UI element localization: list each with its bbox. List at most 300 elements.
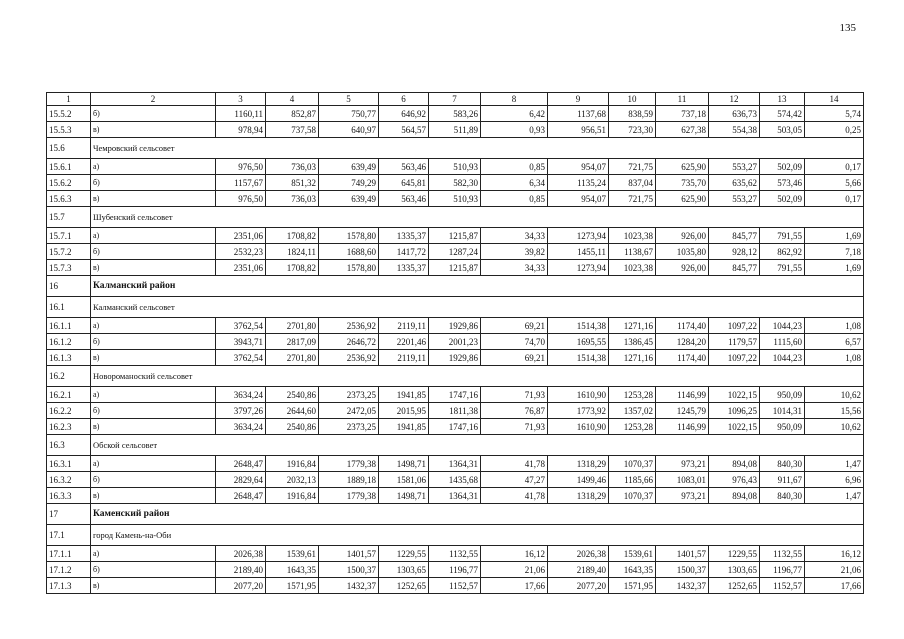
value-cell: 1779,38 bbox=[319, 456, 379, 472]
value-cell: 721,75 bbox=[609, 159, 656, 175]
value-cell: 1708,82 bbox=[266, 228, 319, 244]
value-cell: 1364,31 bbox=[429, 456, 481, 472]
value-cell: 1179,57 bbox=[709, 334, 760, 350]
row-label: а) bbox=[91, 456, 216, 472]
value-cell: 0,17 bbox=[805, 159, 864, 175]
value-cell: 1417,72 bbox=[379, 244, 429, 260]
value-cell: 625,90 bbox=[656, 191, 709, 207]
value-cell: 1,47 bbox=[805, 456, 864, 472]
value-cell: 1498,71 bbox=[379, 488, 429, 504]
value-cell: 563,46 bbox=[379, 159, 429, 175]
value-cell: 2373,25 bbox=[319, 387, 379, 403]
value-cell: 1811,38 bbox=[429, 403, 481, 419]
value-cell: 573,46 bbox=[760, 175, 805, 191]
value-cell: 511,89 bbox=[429, 122, 481, 138]
row-label: а) bbox=[91, 387, 216, 403]
value-cell: 978,94 bbox=[216, 122, 266, 138]
table-row bbox=[47, 562, 864, 578]
value-cell: 845,77 bbox=[709, 260, 760, 276]
table-row bbox=[47, 175, 864, 191]
value-cell: 1435,68 bbox=[429, 472, 481, 488]
value-cell: 636,73 bbox=[709, 106, 760, 122]
row-code: 16 bbox=[47, 276, 91, 297]
value-cell: 1303,65 bbox=[709, 562, 760, 578]
section-row bbox=[47, 504, 864, 525]
section-row bbox=[47, 435, 864, 456]
row-code: 17.1.1 bbox=[47, 546, 91, 562]
table-row bbox=[47, 456, 864, 472]
value-cell: 1581,06 bbox=[379, 472, 429, 488]
table-row bbox=[47, 334, 864, 350]
row-code: 16.1.1 bbox=[47, 318, 91, 334]
row-label: в) bbox=[91, 260, 216, 276]
value-cell: 1643,35 bbox=[266, 562, 319, 578]
row-code: 15.7.1 bbox=[47, 228, 91, 244]
value-cell: 2032,13 bbox=[266, 472, 319, 488]
value-cell: 1273,94 bbox=[548, 228, 609, 244]
value-cell: 1023,38 bbox=[609, 260, 656, 276]
value-cell: 74,70 bbox=[481, 334, 548, 350]
row-label: а) bbox=[91, 228, 216, 244]
value-cell: 1,69 bbox=[805, 260, 864, 276]
column-header: 3 bbox=[216, 93, 266, 106]
table-row bbox=[47, 318, 864, 334]
table-row bbox=[47, 387, 864, 403]
value-cell: 1023,38 bbox=[609, 228, 656, 244]
row-label: в) bbox=[91, 488, 216, 504]
value-cell: 639,49 bbox=[319, 159, 379, 175]
value-cell: 1357,02 bbox=[609, 403, 656, 419]
value-cell: 1138,67 bbox=[609, 244, 656, 260]
value-cell: 2119,11 bbox=[379, 350, 429, 366]
value-cell: 41,78 bbox=[481, 488, 548, 504]
value-cell: 1044,23 bbox=[760, 318, 805, 334]
table-row bbox=[47, 106, 864, 122]
value-cell: 0,17 bbox=[805, 191, 864, 207]
value-cell: 21,06 bbox=[481, 562, 548, 578]
table-body bbox=[47, 93, 864, 594]
value-cell: 911,67 bbox=[760, 472, 805, 488]
value-cell: 21,06 bbox=[805, 562, 864, 578]
value-cell: 1271,16 bbox=[609, 350, 656, 366]
value-cell: 2189,40 bbox=[548, 562, 609, 578]
settlement-title: Новороманоский сельсовет bbox=[91, 366, 864, 387]
value-cell: 1,47 bbox=[805, 488, 864, 504]
value-cell: 17,66 bbox=[481, 578, 548, 594]
section-row bbox=[47, 525, 864, 546]
settlement-title: город Камень-на-Оби bbox=[91, 525, 864, 546]
value-cell: 2829,64 bbox=[216, 472, 266, 488]
value-cell: 1708,82 bbox=[266, 260, 319, 276]
value-cell: 1097,22 bbox=[709, 350, 760, 366]
value-cell: 10,62 bbox=[805, 387, 864, 403]
value-cell: 749,29 bbox=[319, 175, 379, 191]
value-cell: 1,69 bbox=[805, 228, 864, 244]
row-label: в) bbox=[91, 350, 216, 366]
value-cell: 41,78 bbox=[481, 456, 548, 472]
settlement-title: Чемровский сельсовет bbox=[91, 138, 864, 159]
value-cell: 2701,80 bbox=[266, 350, 319, 366]
row-label: в) bbox=[91, 578, 216, 594]
value-cell: 1022,15 bbox=[709, 419, 760, 435]
value-cell: 574,42 bbox=[760, 106, 805, 122]
value-cell: 950,09 bbox=[760, 387, 805, 403]
table-row bbox=[47, 228, 864, 244]
row-code: 16.2.2 bbox=[47, 403, 91, 419]
row-code: 15.5.3 bbox=[47, 122, 91, 138]
value-cell: 894,08 bbox=[709, 456, 760, 472]
value-cell: 16,12 bbox=[481, 546, 548, 562]
value-cell: 1916,84 bbox=[266, 488, 319, 504]
value-cell: 15,56 bbox=[805, 403, 864, 419]
column-header: 5 bbox=[319, 93, 379, 106]
value-cell: 1318,29 bbox=[548, 488, 609, 504]
row-code: 15.7 bbox=[47, 207, 91, 228]
value-cell: 2472,05 bbox=[319, 403, 379, 419]
value-cell: 0,85 bbox=[481, 159, 548, 175]
settlement-title: Шубенский сельсовет bbox=[91, 207, 864, 228]
row-code: 16.1.2 bbox=[47, 334, 91, 350]
value-cell: 1253,28 bbox=[609, 387, 656, 403]
value-cell: 1401,57 bbox=[656, 546, 709, 562]
value-cell: 1500,37 bbox=[656, 562, 709, 578]
row-code: 16.1 bbox=[47, 297, 91, 318]
row-code: 16.3.1 bbox=[47, 456, 91, 472]
value-cell: 1941,85 bbox=[379, 387, 429, 403]
section-row bbox=[47, 138, 864, 159]
value-cell: 635,62 bbox=[709, 175, 760, 191]
value-cell: 954,07 bbox=[548, 191, 609, 207]
value-cell: 3634,24 bbox=[216, 419, 266, 435]
value-cell: 1252,65 bbox=[709, 578, 760, 594]
value-cell: 1571,95 bbox=[609, 578, 656, 594]
value-cell: 973,21 bbox=[656, 456, 709, 472]
row-code: 16.1.3 bbox=[47, 350, 91, 366]
value-cell: 1022,15 bbox=[709, 387, 760, 403]
table-row bbox=[47, 244, 864, 260]
value-cell: 1747,16 bbox=[429, 419, 481, 435]
value-cell: 646,92 bbox=[379, 106, 429, 122]
value-cell: 2189,40 bbox=[216, 562, 266, 578]
column-header: 9 bbox=[548, 93, 609, 106]
value-cell: 1539,61 bbox=[266, 546, 319, 562]
value-cell: 1252,65 bbox=[379, 578, 429, 594]
value-cell: 1498,71 bbox=[379, 456, 429, 472]
column-header: 10 bbox=[609, 93, 656, 106]
row-code: 15.5.2 bbox=[47, 106, 91, 122]
value-cell: 625,90 bbox=[656, 159, 709, 175]
value-cell: 39,82 bbox=[481, 244, 548, 260]
value-cell: 1386,45 bbox=[609, 334, 656, 350]
value-cell: 950,09 bbox=[760, 419, 805, 435]
value-cell: 736,03 bbox=[266, 191, 319, 207]
value-cell: 1455,11 bbox=[548, 244, 609, 260]
row-code: 16.3.3 bbox=[47, 488, 91, 504]
column-header: 7 bbox=[429, 93, 481, 106]
value-cell: 736,03 bbox=[266, 159, 319, 175]
table-row bbox=[47, 403, 864, 419]
row-code: 15.6.3 bbox=[47, 191, 91, 207]
value-cell: 3943,71 bbox=[216, 334, 266, 350]
row-label: а) bbox=[91, 318, 216, 334]
value-cell: 1747,16 bbox=[429, 387, 481, 403]
value-cell: 17,66 bbox=[805, 578, 864, 594]
value-cell: 563,46 bbox=[379, 191, 429, 207]
value-cell: 1196,77 bbox=[429, 562, 481, 578]
value-cell: 2373,25 bbox=[319, 419, 379, 435]
value-cell: 926,00 bbox=[656, 260, 709, 276]
value-cell: 2077,20 bbox=[548, 578, 609, 594]
value-cell: 976,43 bbox=[709, 472, 760, 488]
value-cell: 1185,66 bbox=[609, 472, 656, 488]
value-cell: 2077,20 bbox=[216, 578, 266, 594]
column-header: 14 bbox=[805, 93, 864, 106]
value-cell: 928,12 bbox=[709, 244, 760, 260]
column-header: 13 bbox=[760, 93, 805, 106]
value-cell: 2351,06 bbox=[216, 260, 266, 276]
value-cell: 1499,46 bbox=[548, 472, 609, 488]
value-cell: 34,33 bbox=[481, 260, 548, 276]
value-cell: 510,93 bbox=[429, 191, 481, 207]
value-cell: 1146,99 bbox=[656, 387, 709, 403]
value-cell: 976,50 bbox=[216, 191, 266, 207]
value-cell: 1,08 bbox=[805, 318, 864, 334]
value-cell: 1303,65 bbox=[379, 562, 429, 578]
table-row bbox=[47, 546, 864, 562]
table-row bbox=[47, 488, 864, 504]
value-cell: 2701,80 bbox=[266, 318, 319, 334]
value-cell: 1070,37 bbox=[609, 456, 656, 472]
value-cell: 0,93 bbox=[481, 122, 548, 138]
value-cell: 1335,37 bbox=[379, 260, 429, 276]
value-cell: 1824,11 bbox=[266, 244, 319, 260]
value-cell: 2026,38 bbox=[216, 546, 266, 562]
value-cell: 34,33 bbox=[481, 228, 548, 244]
row-label: б) bbox=[91, 472, 216, 488]
table-row bbox=[47, 159, 864, 175]
value-cell: 1245,79 bbox=[656, 403, 709, 419]
value-cell: 5,66 bbox=[805, 175, 864, 191]
value-cell: 1929,86 bbox=[429, 318, 481, 334]
value-cell: 502,09 bbox=[760, 159, 805, 175]
value-cell: 2532,23 bbox=[216, 244, 266, 260]
settlement-title: Калманский сельсовет bbox=[91, 297, 864, 318]
value-cell: 1539,61 bbox=[609, 546, 656, 562]
value-cell: 1097,22 bbox=[709, 318, 760, 334]
column-header: 4 bbox=[266, 93, 319, 106]
row-code: 15.7.2 bbox=[47, 244, 91, 260]
value-cell: 2648,47 bbox=[216, 488, 266, 504]
value-cell: 1571,95 bbox=[266, 578, 319, 594]
row-label: в) bbox=[91, 122, 216, 138]
value-cell: 69,21 bbox=[481, 350, 548, 366]
row-label: а) bbox=[91, 159, 216, 175]
value-cell: 2644,60 bbox=[266, 403, 319, 419]
row-code: 15.6.2 bbox=[47, 175, 91, 191]
value-cell: 1941,85 bbox=[379, 419, 429, 435]
value-cell: 1401,57 bbox=[319, 546, 379, 562]
value-cell: 2648,47 bbox=[216, 456, 266, 472]
value-cell: 3797,26 bbox=[216, 403, 266, 419]
value-cell: 1,08 bbox=[805, 350, 864, 366]
row-code: 16.2 bbox=[47, 366, 91, 387]
value-cell: 1044,23 bbox=[760, 350, 805, 366]
value-cell: 1014,31 bbox=[760, 403, 805, 419]
row-label: а) bbox=[91, 546, 216, 562]
column-header: 8 bbox=[481, 93, 548, 106]
district-title: Калманский район bbox=[91, 276, 864, 297]
value-cell: 1364,31 bbox=[429, 488, 481, 504]
value-cell: 640,97 bbox=[319, 122, 379, 138]
value-cell: 1335,37 bbox=[379, 228, 429, 244]
value-cell: 2119,11 bbox=[379, 318, 429, 334]
value-cell: 1096,25 bbox=[709, 403, 760, 419]
value-cell: 1643,35 bbox=[609, 562, 656, 578]
value-cell: 1514,38 bbox=[548, 318, 609, 334]
row-code: 16.3.2 bbox=[47, 472, 91, 488]
value-cell: 1137,68 bbox=[548, 106, 609, 122]
value-cell: 2351,06 bbox=[216, 228, 266, 244]
row-code: 17.1.2 bbox=[47, 562, 91, 578]
value-cell: 1688,60 bbox=[319, 244, 379, 260]
table-row bbox=[47, 350, 864, 366]
value-cell: 1695,55 bbox=[548, 334, 609, 350]
value-cell: 2536,92 bbox=[319, 350, 379, 366]
value-cell: 2201,46 bbox=[379, 334, 429, 350]
value-cell: 1229,55 bbox=[379, 546, 429, 562]
value-cell: 2001,23 bbox=[429, 334, 481, 350]
value-cell: 737,58 bbox=[266, 122, 319, 138]
value-cell: 3762,54 bbox=[216, 350, 266, 366]
value-cell: 1253,28 bbox=[609, 419, 656, 435]
value-cell: 7,18 bbox=[805, 244, 864, 260]
tariff-table bbox=[46, 92, 864, 594]
column-header: 6 bbox=[379, 93, 429, 106]
value-cell: 1500,37 bbox=[319, 562, 379, 578]
row-code: 15.7.3 bbox=[47, 260, 91, 276]
section-row bbox=[47, 297, 864, 318]
value-cell: 1610,90 bbox=[548, 387, 609, 403]
value-cell: 1135,24 bbox=[548, 175, 609, 191]
value-cell: 5,74 bbox=[805, 106, 864, 122]
header-row bbox=[47, 93, 864, 106]
table-row bbox=[47, 122, 864, 138]
value-cell: 645,81 bbox=[379, 175, 429, 191]
value-cell: 1432,37 bbox=[656, 578, 709, 594]
value-cell: 1273,94 bbox=[548, 260, 609, 276]
column-header: 11 bbox=[656, 93, 709, 106]
value-cell: 3634,24 bbox=[216, 387, 266, 403]
value-cell: 926,00 bbox=[656, 228, 709, 244]
value-cell: 2536,92 bbox=[319, 318, 379, 334]
value-cell: 735,70 bbox=[656, 175, 709, 191]
section-row bbox=[47, 366, 864, 387]
value-cell: 1070,37 bbox=[609, 488, 656, 504]
value-cell: 837,04 bbox=[609, 175, 656, 191]
value-cell: 862,92 bbox=[760, 244, 805, 260]
value-cell: 1215,87 bbox=[429, 228, 481, 244]
value-cell: 2015,95 bbox=[379, 403, 429, 419]
value-cell: 894,08 bbox=[709, 488, 760, 504]
value-cell: 1889,18 bbox=[319, 472, 379, 488]
row-label: б) bbox=[91, 403, 216, 419]
value-cell: 852,87 bbox=[266, 106, 319, 122]
page-number: 135 bbox=[839, 22, 856, 34]
row-label: б) bbox=[91, 244, 216, 260]
value-cell: 721,75 bbox=[609, 191, 656, 207]
value-cell: 838,59 bbox=[609, 106, 656, 122]
value-cell: 1132,55 bbox=[429, 546, 481, 562]
value-cell: 1779,38 bbox=[319, 488, 379, 504]
value-cell: 1929,86 bbox=[429, 350, 481, 366]
value-cell: 973,21 bbox=[656, 488, 709, 504]
row-code: 16.2.3 bbox=[47, 419, 91, 435]
value-cell: 1578,80 bbox=[319, 260, 379, 276]
row-code: 16.2.1 bbox=[47, 387, 91, 403]
row-code: 15.6 bbox=[47, 138, 91, 159]
row-label: в) bbox=[91, 191, 216, 207]
row-label: б) bbox=[91, 106, 216, 122]
value-cell: 840,30 bbox=[760, 456, 805, 472]
row-code: 16.3 bbox=[47, 435, 91, 456]
value-cell: 1215,87 bbox=[429, 260, 481, 276]
value-cell: 2646,72 bbox=[319, 334, 379, 350]
value-cell: 1157,67 bbox=[216, 175, 266, 191]
section-row bbox=[47, 276, 864, 297]
row-label: б) bbox=[91, 562, 216, 578]
value-cell: 627,38 bbox=[656, 122, 709, 138]
value-cell: 10,62 bbox=[805, 419, 864, 435]
value-cell: 1083,01 bbox=[656, 472, 709, 488]
value-cell: 1152,57 bbox=[760, 578, 805, 594]
column-header: 12 bbox=[709, 93, 760, 106]
table-row bbox=[47, 472, 864, 488]
value-cell: 553,27 bbox=[709, 191, 760, 207]
value-cell: 1132,55 bbox=[760, 546, 805, 562]
value-cell: 1271,16 bbox=[609, 318, 656, 334]
value-cell: 69,21 bbox=[481, 318, 548, 334]
value-cell: 1174,40 bbox=[656, 318, 709, 334]
value-cell: 723,30 bbox=[609, 122, 656, 138]
value-cell: 16,12 bbox=[805, 546, 864, 562]
value-cell: 6,42 bbox=[481, 106, 548, 122]
value-cell: 2026,38 bbox=[548, 546, 609, 562]
value-cell: 47,27 bbox=[481, 472, 548, 488]
value-cell: 750,77 bbox=[319, 106, 379, 122]
settlement-title: Обской сельсовет bbox=[91, 435, 864, 456]
value-cell: 554,38 bbox=[709, 122, 760, 138]
value-cell: 639,49 bbox=[319, 191, 379, 207]
value-cell: 2540,86 bbox=[266, 419, 319, 435]
value-cell: 503,05 bbox=[760, 122, 805, 138]
value-cell: 553,27 bbox=[709, 159, 760, 175]
value-cell: 583,26 bbox=[429, 106, 481, 122]
table-row bbox=[47, 419, 864, 435]
column-header: 2 bbox=[91, 93, 216, 106]
value-cell: 6,34 bbox=[481, 175, 548, 191]
row-label: в) bbox=[91, 419, 216, 435]
value-cell: 840,30 bbox=[760, 488, 805, 504]
row-label: б) bbox=[91, 175, 216, 191]
table-row bbox=[47, 260, 864, 276]
value-cell: 564,57 bbox=[379, 122, 429, 138]
value-cell: 3762,54 bbox=[216, 318, 266, 334]
value-cell: 851,32 bbox=[266, 175, 319, 191]
value-cell: 1287,24 bbox=[429, 244, 481, 260]
value-cell: 71,93 bbox=[481, 387, 548, 403]
row-code: 15.6.1 bbox=[47, 159, 91, 175]
value-cell: 1773,92 bbox=[548, 403, 609, 419]
